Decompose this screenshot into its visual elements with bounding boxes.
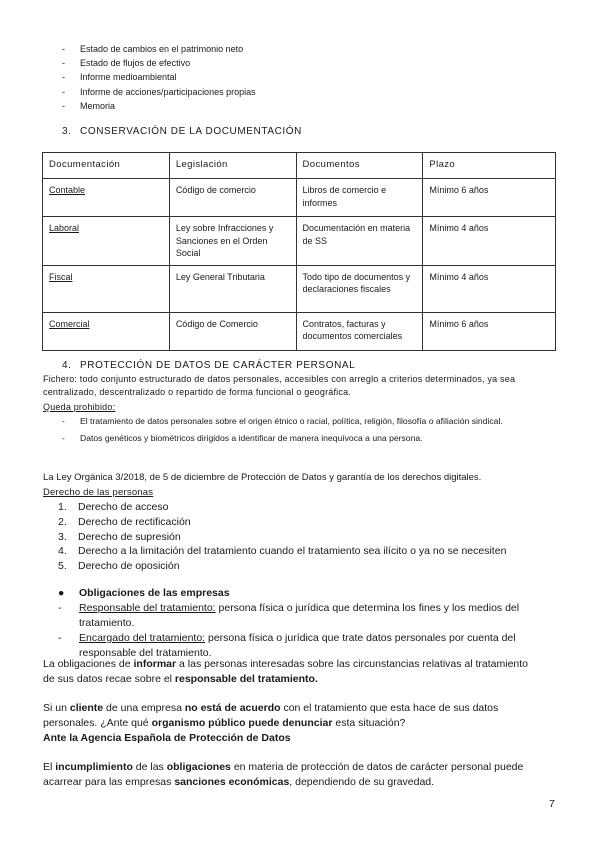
table-cell: Contratos, facturas y documentos comerciales [296,312,423,350]
table-cell: Mínimo 4 años [423,217,556,266]
table-cell: Ley sobre Infracciones y Sanciones en el Orden Social [169,217,296,266]
bullet-icon: ● [58,587,65,599]
list-item: - Estado de cambios en el patrimonio neto [62,44,244,54]
table-cell: Todo tipo de documentos y declaraciones fiscales [296,265,423,312]
prohibido-label: Queda prohibido: [43,402,116,412]
law-reference: La Ley Orgánica 3/2018, de 5 de diciembre de Protección de Datos y garantía de los derechos digitales. [43,472,482,483]
table-row [43,217,556,266]
derechos-label: Derecho de las personas [43,487,154,498]
obligaciones-section [58,586,553,661]
informar-paragraph: La obligaciones de informar a las personas interesadas sobre las circunstancias relativas al tratamiento de sus datos recae sobre el responsable del tratamiento. [43,658,529,686]
table-cell: Libros de comercio e informes [296,179,423,217]
list-item: - Informe medioambiental [62,72,177,83]
list-item: 1. Derecho de acceso [58,501,169,513]
table-cell: Laboral [43,217,170,266]
list-item: 5. Derecho de oposición [58,560,180,573]
table-row [43,265,556,312]
prohibido-list [62,415,532,448]
page-number: 7 [549,798,555,810]
list-item: - El tratamiento de datos personales sobre el origen étnico o racial, política, religión, filosofía o afiliación sindical. [62,416,503,426]
section-4-heading: 4. PROTECCIÓN DE DATOS DE CARÁCTER PERSONAL [62,360,356,371]
table-row [43,312,556,350]
table-row [43,179,556,217]
cliente-paragraph: Si un cliente de una empresa no está de acuerdo con el tratamiento que esta hace de sus datos personales. ¿Ante qué organismo público puede denunciar esta situación? Ante la Agencia Española de Protección de Datos [43,701,548,747]
header-documentacion: Documentación [43,153,170,179]
list-item: - Memoria [62,100,116,111]
table-cell: Contable [43,179,170,217]
table-cell: Código de Comercio [169,312,296,350]
list-item: - Datos genéticos y biométricos dirigidos a identificar de manera inequívoca a una persona. [62,432,423,443]
list-item: 4. Derecho a la limitación del tratamiento cuando el tratamiento sea ilícito o ya no se necesiten [58,545,507,558]
table-cell: Mínimo 6 años [423,179,556,217]
fichero-definition: Fichero: todo conjunto estructurado de datos personales, accesibles con arreglo a criterios determinados, ya sea centralizado, descentralizado o repartido de forma funcional o geográfica. [43,374,516,397]
section-3-heading: 3. CONSERVACIÓN DE LA DOCUMENTACIÓN [62,126,303,137]
cliente-answer: Ante la Agencia Española de Protección de Datos [43,732,291,745]
table-cell: Mínimo 4 años [423,265,556,312]
derechos-list [58,500,506,574]
obligaciones-heading: ● Obligaciones de las empresas [58,587,230,599]
table-cell: Código de comercio [169,179,296,217]
list-item: - Responsable del tratamiento: persona física o jurídica que determina los fines y los medios del tratamiento. [58,602,520,629]
table-cell: Documentación en materia de SS [296,217,423,266]
incumplimiento-paragraph: El incumplimiento de las obligaciones en materia de protección de datos de carácter personal puede acarrear para las empresas sanciones económicas, dependiendo de su gravedad. [43,761,524,789]
list-item: - Encargado del tratamiento: persona física o jurídica que trate datos personales por cuenta del responsable del tratamiento. [58,632,516,659]
list-item: 2. Derecho de rectificación [58,515,191,528]
header-legislacion: Legislación [169,153,296,179]
list-item: - Informe de acciones/participaciones propias [62,86,256,97]
header-documentos: Documentos [296,153,423,179]
table-cell: Mínimo 6 años [423,312,556,350]
table-header-row [43,153,556,179]
document-retention-table [42,152,556,351]
financial-statements-list [62,42,256,113]
table-cell: Ley General Tributaria [169,265,296,312]
table-cell: Comercial [43,312,170,350]
list-item: - Estado de flujos de efectivo [62,58,191,69]
table-cell: Fiscal [43,265,170,312]
header-plazo: Plazo [423,153,556,179]
list-item: 3. Derecho de supresión [58,530,181,543]
